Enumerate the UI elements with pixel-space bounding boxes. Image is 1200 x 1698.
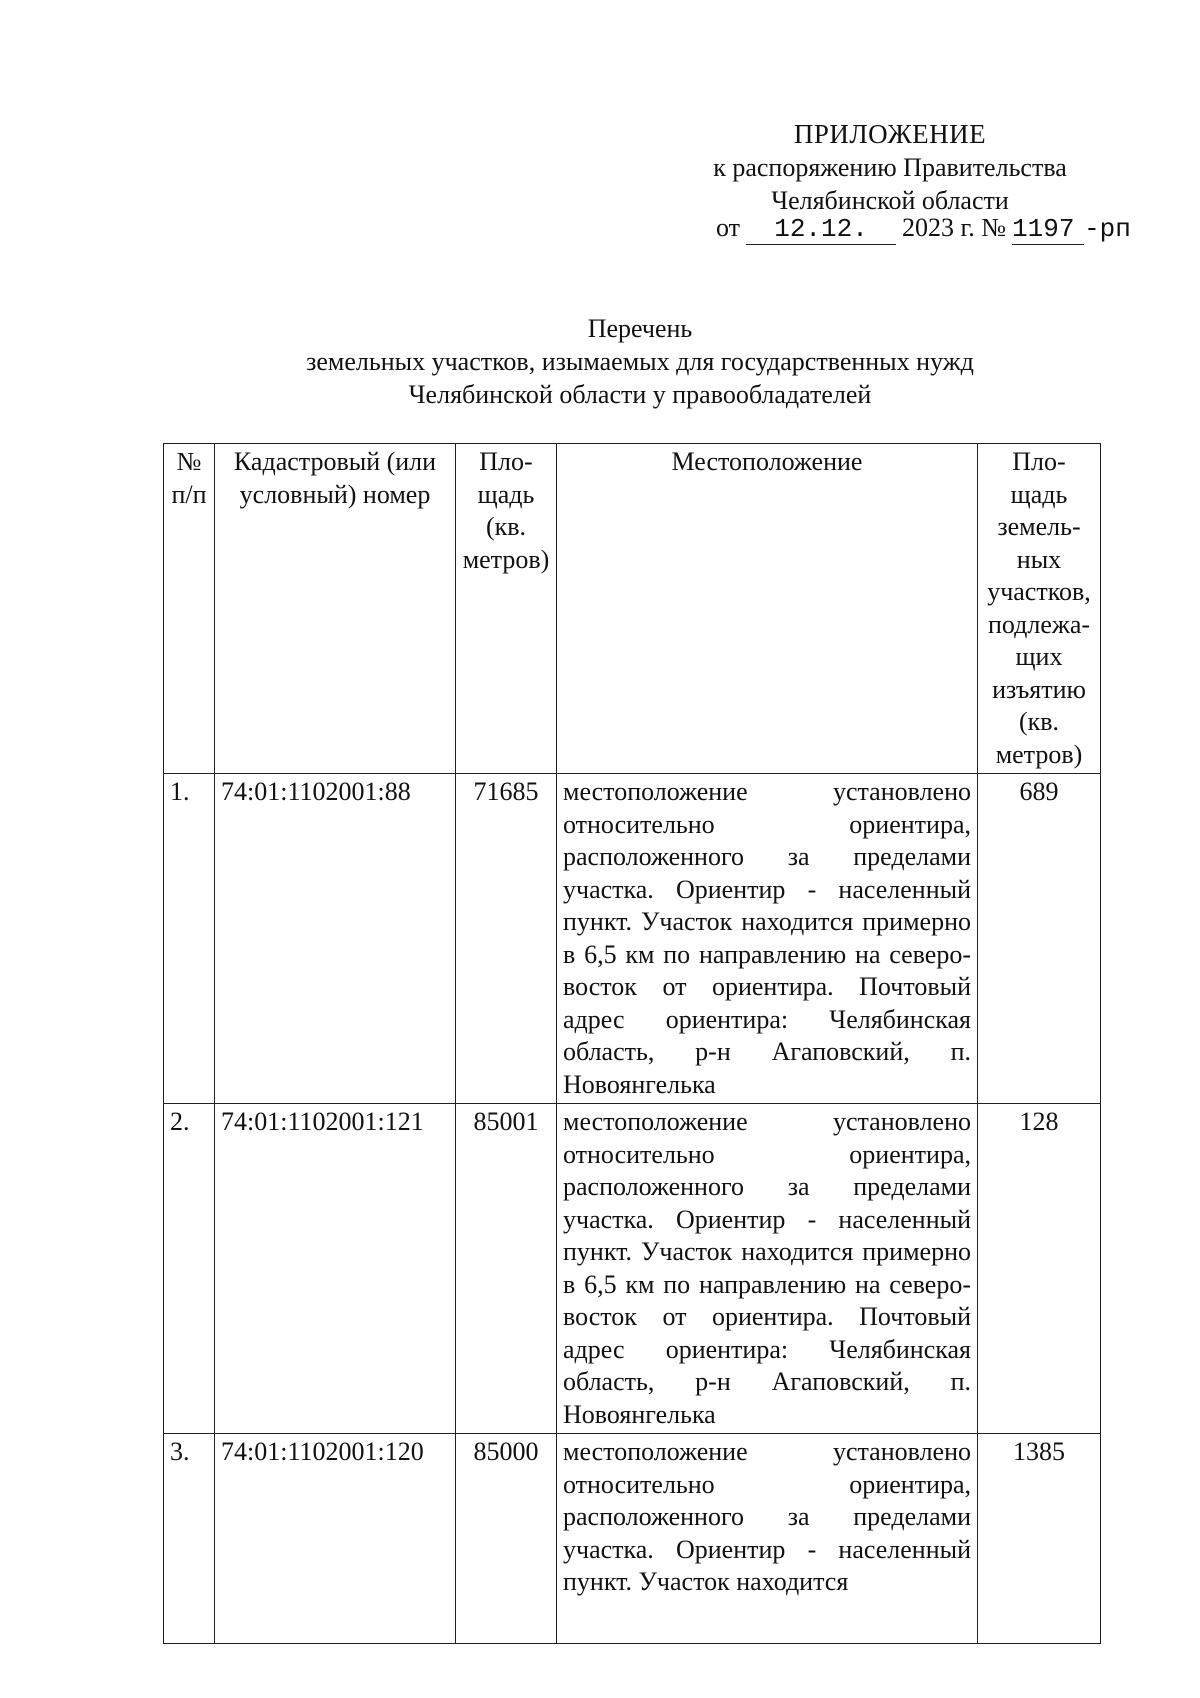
row-number: 3. [164, 1434, 215, 1644]
row-number: 1. [164, 774, 215, 1104]
table-row [164, 1434, 1101, 1644]
row-number: 2. [164, 1104, 215, 1434]
title-line-2: земельных участков, изымаемых для государственных нужд [306, 347, 974, 376]
appendix-header [600, 118, 1180, 217]
row-area: 85001 [456, 1104, 557, 1434]
appendix-line-2: Челябинской области [771, 186, 1009, 215]
appendix-title: ПРИЛОЖЕНИЕ [793, 119, 987, 149]
header-number: № п/п [164, 444, 215, 774]
row-seized-area: 128 [978, 1104, 1101, 1434]
row-seized-area: 689 [978, 774, 1101, 1104]
row-location: местоположение установлено относительно ориентира, расположенного за пределами участка. Ориентир - населенный пункт. Участок находится примерно в 6,5 км по направлению на северо-восток от ориентира. Почтовый адрес ориентира: Челябинская область, р-н Агаповский, п. Новоянгелька [557, 774, 978, 1104]
appendix-line-1: к распоряжению Правительства [713, 153, 1067, 182]
row-area: 85000 [456, 1434, 557, 1644]
row-location: местоположение установлено относительно ориентира, расположенного за пределами участка. Ориентир - населенный пункт. Участок находится [557, 1434, 978, 1644]
table-header-row [164, 444, 1101, 774]
row-cadastral: 74:01:1102001:88 [215, 774, 456, 1104]
header-area: Пло-щадь (кв. метров) [456, 444, 557, 774]
row-seized-area: 1385 [978, 1434, 1101, 1644]
appendix-dateline [716, 213, 1131, 245]
land-plots-table [163, 443, 1101, 1644]
row-cadastral: 74:01:1102001:120 [215, 1434, 456, 1644]
number-suffix: -рп [1084, 214, 1131, 244]
title-line-1: Перечень [587, 314, 693, 343]
row-area: 71685 [456, 774, 557, 1104]
number-field: 1197 [1012, 214, 1084, 245]
title-line-3: Челябинской области у правообладателей [408, 380, 872, 409]
date-field: 12.12. [746, 214, 896, 245]
row-cadastral: 74:01:1102001:121 [215, 1104, 456, 1434]
date-prefix: от [716, 213, 741, 242]
row-location: местоположение установлено относительно ориентира, расположенного за пределами участка. Ориентир - населенный пункт. Участок находится примерно в 6,5 км по направлению на северо-восток от ориентира. Почтовый адрес ориентира: Челябинская область, р-н Агаповский, п. Новоянгелька [557, 1104, 978, 1434]
table-row [164, 1104, 1101, 1434]
header-cadastral: Кадастровый (или условный) номер [215, 444, 456, 774]
header-seized-area: Пло-щадь земель-ных участков, подлежа-щих изъятию (кв. метров) [978, 444, 1101, 774]
header-location: Местоположение [557, 444, 978, 774]
table-row [164, 774, 1101, 1104]
year-label: 2023 г. № [902, 213, 1007, 242]
document-title [160, 312, 1120, 411]
